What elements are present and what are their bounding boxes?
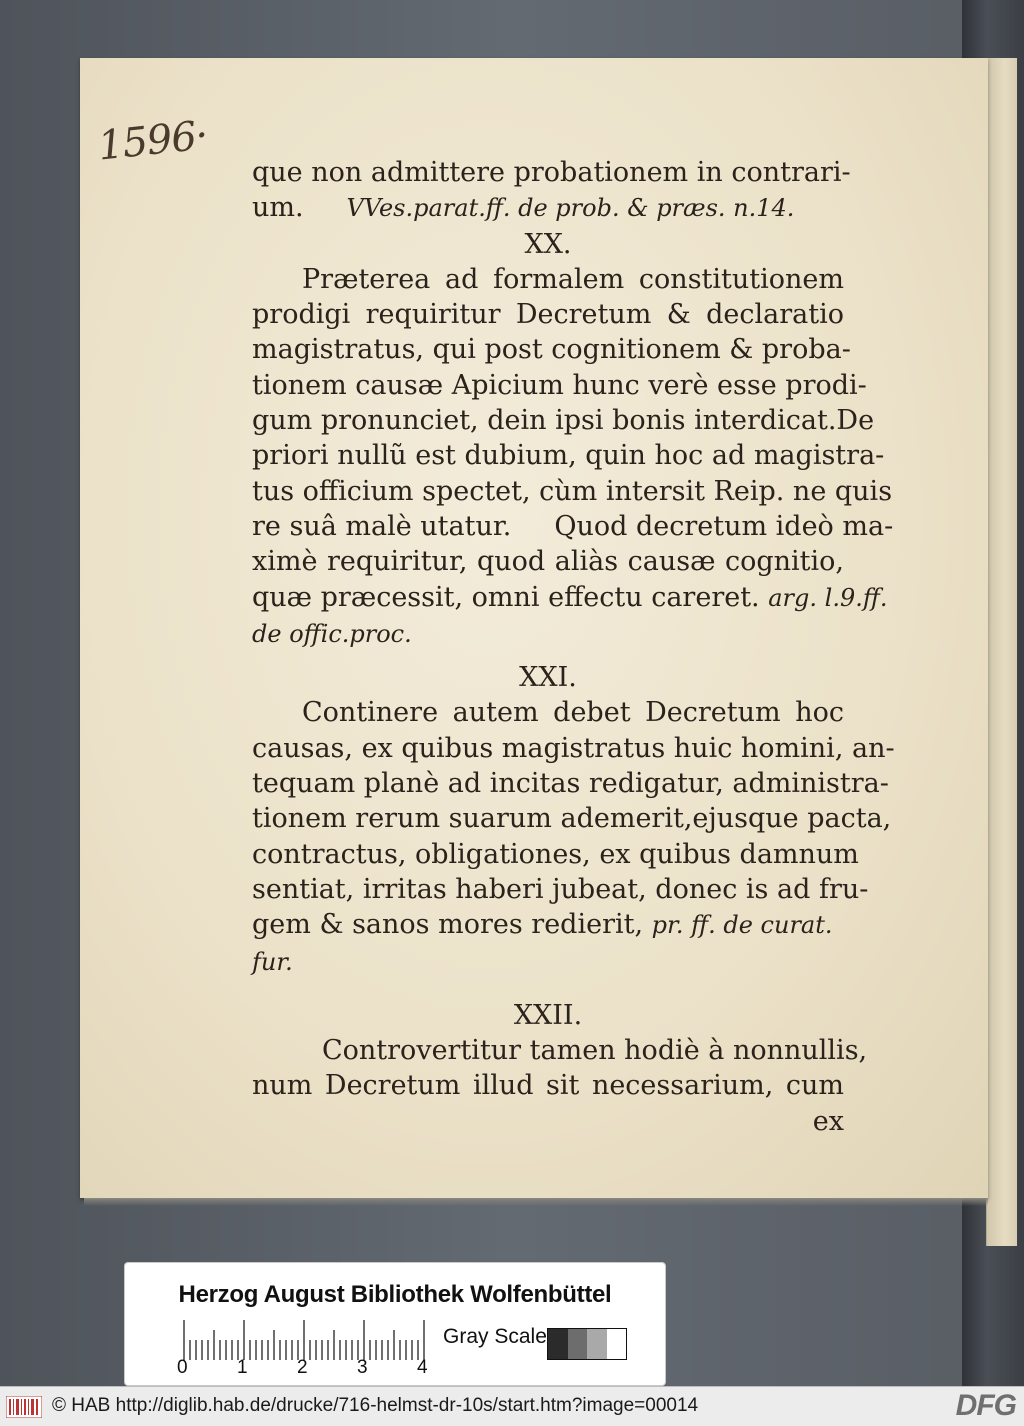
text-line	[252, 907, 844, 943]
ruler-number: 3	[357, 1357, 368, 1378]
text-line: tus officium spectet, cùm intersit Reip. ne quis	[252, 475, 893, 507]
library-label-card	[125, 1263, 665, 1385]
text-fragment: um.	[252, 192, 304, 224]
footer-bar	[0, 1386, 1024, 1426]
text-line: num Decretum illud sit necessarium, cum	[252, 1070, 844, 1102]
text-line: causas, ex quibus magistratus huic homini, an-	[252, 732, 895, 764]
citation: pr. ff. de curat.	[651, 911, 833, 940]
page-text	[252, 155, 895, 1139]
measurement-ruler	[183, 1320, 431, 1360]
ruler-number: 1	[237, 1357, 248, 1378]
text-line: tionem causæ Apicium hunc verè esse prodi-	[252, 369, 867, 401]
text-fragment: quæ præcessit, omni effectu careret.	[252, 581, 760, 613]
citation: de offic.proc.	[252, 619, 412, 648]
text-line	[252, 944, 844, 980]
text-fragment: re suâ malè utatur.	[252, 510, 512, 542]
section-number: XXII.	[513, 999, 583, 1031]
ruler-numbers	[177, 1357, 447, 1379]
ruler-number: 0	[177, 1357, 188, 1378]
text-line: sentiat, irritas haberi jubeat, donec is ad fru-	[252, 873, 869, 905]
text-line: tionem rerum suarum ademerit,ejusque pacta,	[252, 803, 892, 835]
spacer	[252, 980, 844, 998]
copyright-url[interactable]: © HAB http://diglib.hab.de/drucke/716-helmst-dr-10s/start.htm?image=00014	[52, 1395, 699, 1416]
text-line	[252, 580, 888, 616]
text-line: Continere autem debet Decretum hoc	[302, 697, 844, 729]
text-line	[252, 616, 844, 652]
library-name: Herzog August Bibliothek Wolfenbüttel	[178, 1281, 612, 1308]
section-number: XX.	[524, 228, 572, 260]
ruler-number: 2	[297, 1357, 308, 1378]
text-line: gum pronunciet, dein ipsi bonis interdicat.De	[252, 405, 875, 437]
text-fragment: Quod decretum ideò ma-	[554, 510, 894, 542]
text-line: que non admittere probationem in contrari-	[252, 157, 851, 188]
citation: fur.	[252, 947, 293, 976]
text-line	[252, 190, 844, 226]
text-line: tequam planè ad incitas redigatur, administra-	[252, 768, 889, 800]
page-shadow	[84, 1198, 988, 1206]
barcode-icon	[6, 1396, 42, 1418]
text-fragment: gem & sanos mores redierit,	[252, 909, 644, 941]
handwritten-note: 1596·	[95, 112, 210, 170]
text-line: Controvertitur tamen hodiè à nonnullis,	[322, 1035, 868, 1067]
text-line: priori nullũ est dubium, quin hoc ad magistra-	[252, 440, 885, 472]
text-line: contractus, obligationes, ex quibus damnum	[252, 838, 859, 870]
gray-swatch	[587, 1329, 607, 1359]
adjacent-page-edge	[986, 58, 1017, 1246]
citation: arg. l.9.ff.	[768, 583, 888, 612]
gray-swatch	[607, 1329, 627, 1359]
catchword: ex	[812, 1105, 844, 1137]
text-line	[252, 509, 894, 544]
gray-scale-label: Gray Scale	[443, 1325, 547, 1348]
section-number: XXI.	[519, 662, 577, 694]
text-line: magistratus, qui post cognitionem & proba-	[252, 334, 851, 366]
gray-swatch	[568, 1329, 588, 1359]
gray-scale-swatches	[547, 1328, 627, 1360]
citation: VVes.parat.ff. de prob. & præs. n.14.	[346, 194, 795, 223]
gray-swatch	[548, 1329, 568, 1359]
text-line: ximè requiritur, quod aliàs causæ cognitio,	[252, 546, 844, 578]
dfg-logo: DFG	[955, 1389, 1016, 1422]
spacer	[252, 652, 844, 660]
text-line: prodigi requiritur Decretum & declaratio	[252, 299, 844, 331]
ruler-number: 4	[417, 1357, 428, 1378]
text-line: Præterea ad formalem constitutionem	[302, 263, 844, 295]
